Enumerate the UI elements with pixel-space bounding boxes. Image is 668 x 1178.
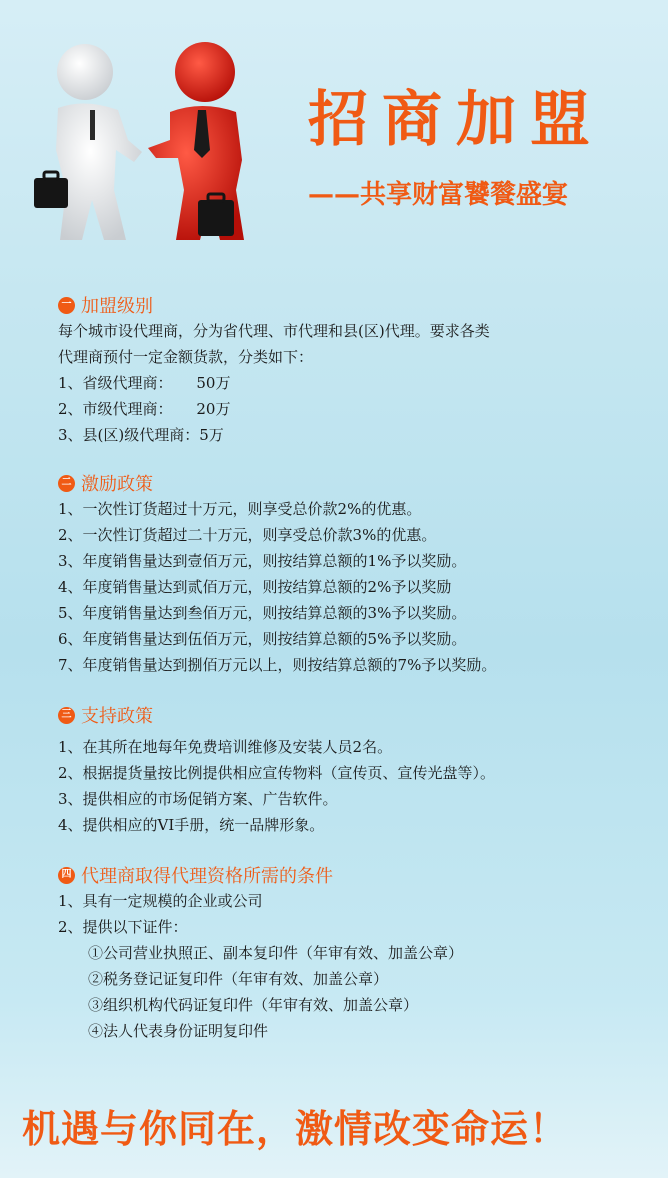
section-membership-levels: [58, 292, 490, 448]
section-number-icon: 一: [58, 297, 75, 314]
page-subtitle: ——共享财富饕餮盛宴: [308, 180, 569, 210]
list-item: 2、提供以下证件：: [58, 918, 188, 936]
section-header: [58, 470, 496, 496]
list-item: 6、年度销售量达到伍佰万元，则按结算总额的5%予以奖励。: [58, 630, 467, 648]
list-item: 2、根据提货量按比例提供相应宣传物料（宣传页、宣传光盘等）。: [58, 764, 496, 782]
document-item: ③组织机构代码证复印件（年审有效、加盖公章）: [88, 996, 419, 1014]
list-item: 5、年度销售量达到叁佰万元，则按结算总额的3%予以奖励。: [58, 604, 467, 622]
section-agent-requirements: [58, 862, 463, 1044]
list-item: 4、提供相应的VI手册，统一品牌形象。: [58, 816, 325, 834]
section-title: 激励政策: [81, 474, 153, 495]
text-line: 代理商预付一定金额货款，分类如下：: [58, 348, 314, 366]
list-item: 1、省级代理商： 50万: [58, 374, 231, 392]
document-item: ②税务登记证复印件（年审有效、加盖公章）: [88, 970, 389, 988]
section-header: [58, 702, 495, 728]
section-number-icon: 四: [58, 867, 75, 884]
document-item: ①公司营业执照正、副本复印件（年审有效、加盖公章）: [88, 944, 464, 962]
document-item: ④法人代表身份证明复印件: [88, 1022, 269, 1040]
section-number-icon: 二: [58, 475, 75, 492]
list-item: 2、一次性订货超过二十万元，则享受总价款3%的优惠。: [58, 526, 437, 544]
list-item: 1、在其所在地每年免费培训维修及安装人员2名。: [58, 738, 393, 756]
section-incentive-policy: [58, 470, 496, 678]
hero-banner: [0, 0, 668, 260]
list-item: 3、年度销售量达到壹佰万元，则按结算总额的1%予以奖励。: [58, 552, 467, 570]
footer-slogan: 机遇与你同在，激情改变命运！: [22, 1107, 569, 1151]
section-support-policy: [58, 702, 495, 838]
list-item: 7、年度销售量达到捌佰万元以上，则按结算总额的7%予以奖励。: [58, 656, 497, 674]
list-item: 1、具有一定规模的企业或公司: [58, 892, 263, 910]
text-line: 每个城市设代理商，分为省代理、市代理和县(区)代理。要求各类: [58, 322, 490, 340]
handshake-figures-illustration: [30, 40, 270, 250]
list-item: 1、一次性订货超过十万元，则享受总价款2%的优惠。: [58, 500, 422, 518]
list-item: 3、提供相应的市场促销方案、广告软件。: [58, 790, 338, 808]
section-header: [58, 862, 463, 888]
page-title: 招商加盟: [308, 85, 604, 155]
section-title: 支持政策: [81, 706, 153, 727]
white-figure: [56, 44, 142, 240]
list-item: 3、县(区)级代理商：5万: [58, 426, 224, 444]
section-number-icon: 三: [58, 707, 75, 724]
list-item: 2、市级代理商： 20万: [58, 400, 231, 418]
section-title: 代理商取得代理资格所需的条件: [81, 866, 333, 887]
list-item: 4、年度销售量达到贰佰万元，则按结算总额的2%予以奖励: [58, 578, 452, 596]
section-header: [58, 292, 490, 318]
section-title: 加盟级别: [81, 296, 153, 317]
briefcase-icon: [198, 194, 234, 236]
